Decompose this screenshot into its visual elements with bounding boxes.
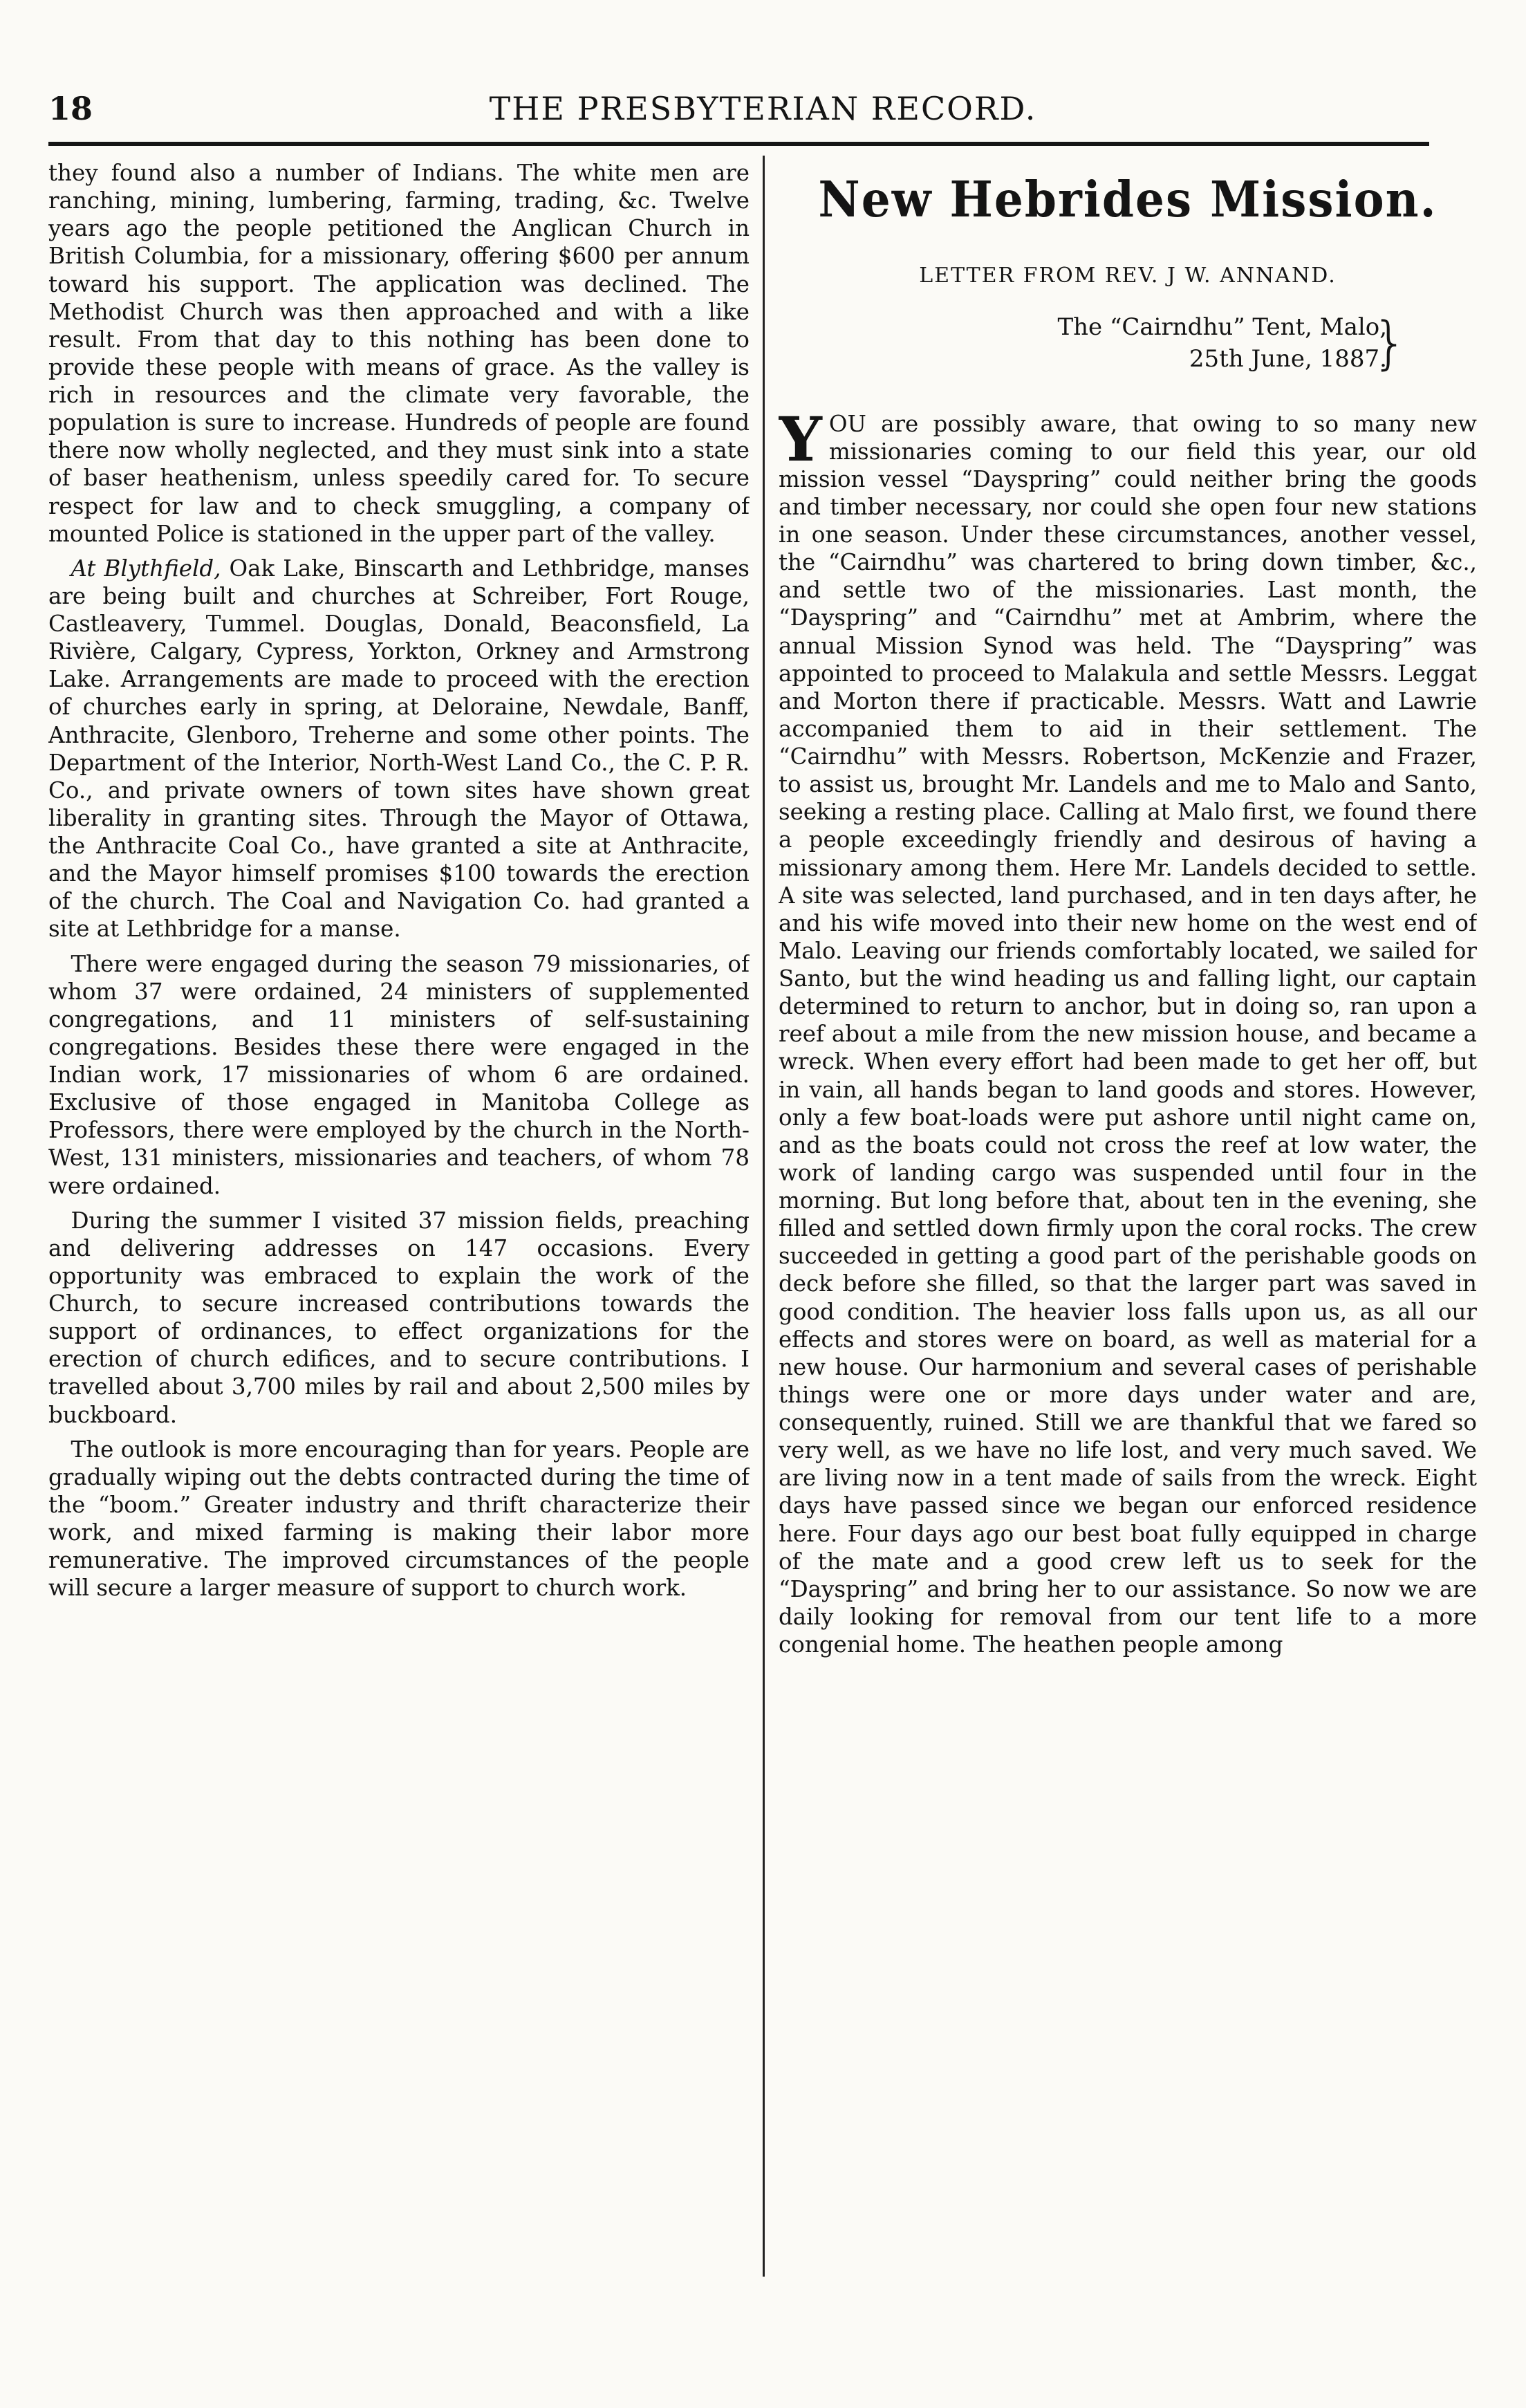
- dateline-place: The “Cairndhu” Tent, Malo,: [1057, 313, 1387, 341]
- paragraph: There were engaged during the season 79 missionaries, of whom 37 were ordained, 24 ministers of supplemented congregations, and 11 ministers of self-sustaining congregations. Besides these there were engaged in the Indian work, 17 missionaries of whom 6 are ordained. Exclusive of those engaged in Manitoba College as Professors, there were employed by the church in the North-West, 131 ministers, missionaries and teachers, of whom 78 were ordained.: [48, 950, 750, 1199]
- letter-text: OU are possibly aware, that owing to so many new missionaries coming to our field this year, our old mission vessel “Dayspring” could neither bring the goods and timber necessary, nor could she open four new stations in one season. Under these circumstances, another vessel, the “Cairndhu” was chartered to bring down timber, &c., and settle two of the missionaries. Last month, the “Dayspring” and “Cairndhu” met at Ambrim, where the annual Mission Synod was held. The “Dayspring” was appointed to proceed to Malakula and settle Messrs. Leggat and Morton there if practicable. Messrs. Watt and Lawrie accompanied them to aid in their settlement. The “Cairndhu” with Messrs. Robertson, McKenzie and Frazer, to assist us, brought Mr. Landels and me to Malo and Santo, seeking a resting place. Calling at Malo first, we found there a people exceedingly friendly and desirous of having a missionary among them. Here Mr. Landels decided to settle. A site was selected, land purchased, and in ten days after, he and his wife moved into their new home on the west end of Malo. Leaving our friends comfortably located, we sailed for Santo, but the wind heading us and falling light, our captain determined to return to anchor, but in doing so, ran upon a reef about a mile from the new mission house, and became a wreck. When every effort had been made to get her off, but in vain, all hands began to land goods and stores. However, only a few boat-loads were put ashore until night came on, and as the boats could not cross the reef at low water, the work of landing cargo was suspended until four in the morning. But long before that, about ten in the evening, she filled and settled down firmly upon the coral rocks. The crew succeeded in getting a good part of the perishable goods on deck before she filled, so that the larger part was saved in good condition. The heavier loss falls upon us, as all our effects and stores were on board, as well as material for a new house. Our harmonium and several cases of perishable things were one or more days under water and are, consequently, ruined. Still we are thankful that we fared so very well, as we have no life lost, and very much saved. We are living now in a tent made of sails from the wreck. Eight days have passed since we began our enforced residence here. Four days ago our best boat fully equipped in charge of the mate and a good crew left us to seek for the “Dayspring” and bring her to our assistance. So now we are daily looking for removal from our tent life to a more congenial home. The heathen people among: [779, 410, 1477, 1658]
- right-column: [779, 159, 1477, 2259]
- paragraph: During the summer I visited 37 mission fields, preaching and delivering addresses on 147 occasions. Every opportunity was embraced to explain the work of the Church, to secure increased contributions towards the support of ordinances, to effect organizations for the erection of church edifices, and to secure contributions. I travelled about 3,700 miles by rail and about 2,500 miles by buckboard.: [48, 1207, 750, 1428]
- dateline-date: 25th June, 1887.: [1189, 344, 1387, 373]
- letter-heading: LETTER FROM REV. J W. ANNAND.: [919, 263, 1337, 288]
- dateline: [779, 310, 1477, 382]
- letter-body: [779, 402, 1477, 1659]
- column-divider: [763, 156, 765, 2277]
- header-rule: [48, 142, 1429, 146]
- section-title: New Hebrides Mission.: [818, 169, 1437, 229]
- paragraph-text: Oak Lake, Binscarth and Lethbridge, manses are being built and churches at Schreiber, Fort Rouge, Castleavery, Tummel. Douglas, Donald, Beaconsfield, La Rivière, Calgary, Cypress, Yorkton, Orkney and Armstrong Lake. Arrangements are made to proceed with the erection of churches early in spring, at Deloraine, Newdale, Banff, Anthracite, Glenboro, Treherne and some other points. The Department of the Interior, North-West Land Co., the C. P. R. Co., and private owners of town sites have shown great liberality in granting sites. Through the Mayor of Ottawa, the Anthracite Coal Co., have granted a site at Anthracite, and the Mayor himself promises $100 towards the erection of the church. The Coal and Navigation Co. had granted a site at Lethbridge for a manse.: [48, 555, 750, 943]
- page-header: [48, 76, 1478, 138]
- paragraph-blythfield: [48, 555, 750, 943]
- paragraph: The outlook is more encouraging than for years. People are gradually wiping out the debts contracted during the time of the “boom.” Greater industry and thrift characterize their work, and mixed farming is making their labor more remunerative. The improved circumstances of the people will secure a larger measure of support to church work.: [48, 1436, 750, 1602]
- paragraph: they found also a number of Indians. The white men are ranching, mining, lumbering, farming, trading, &c. Twelve years ago the people petitioned the Anglican Church in British Columbia, for a missionary, offering $600 per annum toward his support. The application was declined. The Methodist Church was then approached and with a like result. From that day to this nothing has been done to provide these people with means of grace. As the valley is rich in resources and the climate very favorable, the population is sure to increase. Hundreds of people are found there now wholly neglected, and they must sink into a state of baser heathenism, unless speedily cared for. To secure respect for law and to check smuggling, a company of mounted Police is stationed in the upper part of the valley.: [48, 160, 750, 547]
- left-column: [48, 159, 750, 2259]
- place-name: At Blythfield,: [71, 555, 221, 582]
- page-number: 18: [48, 90, 93, 127]
- brace-icon: }: [1371, 310, 1408, 376]
- dropcap: Y: [779, 402, 822, 475]
- running-title: THE PRESBYTERIAN RECORD.: [489, 90, 1037, 127]
